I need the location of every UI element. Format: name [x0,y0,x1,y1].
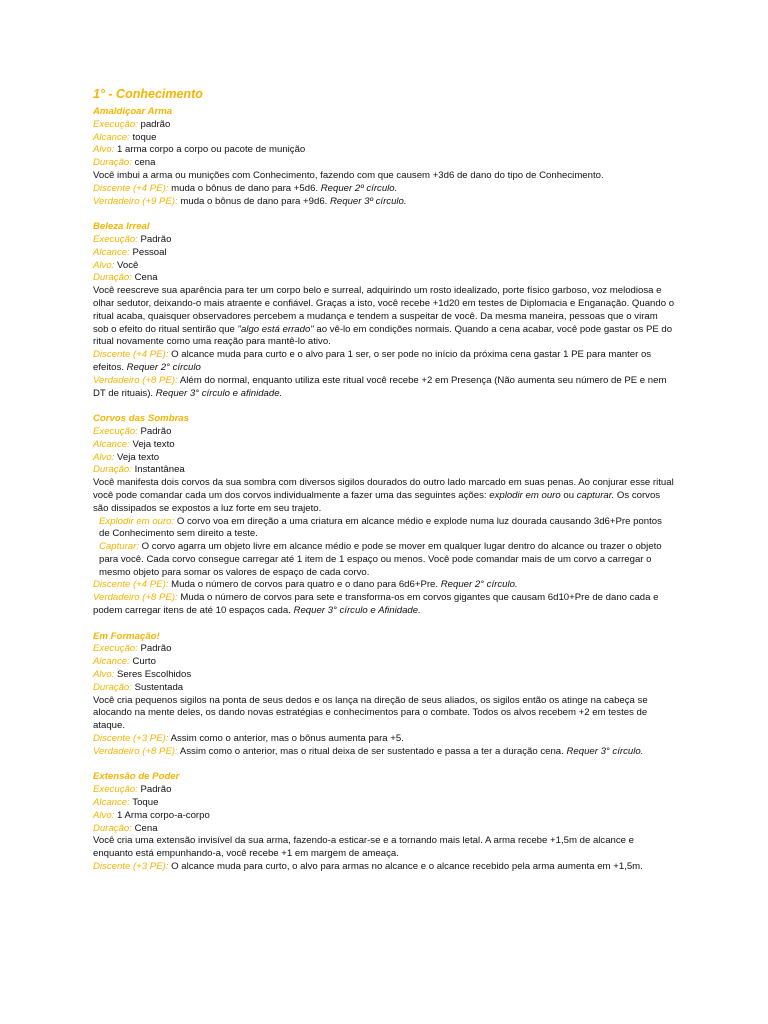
alcance-label: Alcance: [93,438,130,450]
discente-requirement: Requer 2° círculo [126,361,201,373]
description-part: ou [560,489,577,501]
execucao-line [93,119,675,132]
ritual-extensao-de-poder [93,771,675,873]
alvo-value: Você [114,259,139,271]
discente-line [93,183,675,196]
duracao-label: Duração: [93,464,132,476]
discente-line [93,861,675,874]
alcance-line [93,132,675,145]
execucao-label: Execução: [93,643,138,655]
description-part: Você reescreve sua aparência para ter um corpo belo e surreal, adquirindo um rosto idealizado, porte físico garboso, voz melodiosa e olhar sedutor, deixando-o mais atraente e confiável. Graças a isto, você recebe +1d20 em testes de Diplomacia e Enganação. Quando o ritual acaba, quaisquer observadores percebem a mudança e tendem a suspeitar de você. Da mesma maneira, pessoas que o viram sob o efeito do ritual sentirão que [93,285,675,335]
discente-requirement: Requer 2° círculo. [440,579,518,591]
alvo-line [93,452,675,465]
verdadeiro-label: Verdadeiro (+8 PE): [93,374,178,386]
discente-label: Discente (+3 PE): [93,733,169,745]
discente-line [93,349,675,375]
ritual-corvos-das-sombras [93,413,675,618]
verdadeiro-requirement: Requer 3º círculo. [330,195,407,207]
ritual-description: Você cria pequenos sigilos na ponta de seus dedos e os lança na direção de seus aliados, os sigilos então os atinge na cabeça se alocando na mente deles, os dando novas estratégias e conhecimentos para o combate. Todos os alvos recebem +2 em testes de ataque. [93,694,648,732]
alvo-line [93,144,675,157]
discente-text: Muda o número de corvos para quatro e o dano para 6d6+Pre. [168,579,441,591]
duracao-value: Instantânea [131,464,185,476]
execucao-value: Padrão [137,425,172,437]
alvo-value: Veja texto [114,451,160,463]
execucao-label: Execução: [93,233,138,245]
alvo-value: 1 arma corpo a corpo ou pacote de munição [114,144,306,156]
duracao-value: cena [131,157,156,169]
ritual-name: Amaldiçoar Arma [93,106,173,117]
document-content [93,86,675,887]
execucao-line [93,643,675,656]
verdadeiro-requirement: Requer 3° círculo e afinidade. [155,387,283,399]
verdadeiro-line [93,196,675,209]
alcance-line [93,797,675,810]
alcance-value: Veja texto [129,438,175,450]
ritual-description: Você cria uma extensão invisível da sua arma, fazendo-a esticar-se e a tornando mais letal. A arma recebe +1,5m de alcance e enquanto está empunhando-a, você recebe +1 em margem de ameaça. [93,835,635,860]
verdadeiro-text: Assim como o anterior, mas o ritual deixa de ser sustentado e passa a ter a duração cena. [177,745,567,757]
verdadeiro-text: muda o bônus de dano para +9d6. [177,195,330,207]
execucao-line [93,234,675,247]
alcance-value: Curto [129,656,156,668]
ritual-beleza-irreal [93,221,675,400]
ritual-em-formacao [93,631,675,759]
ritual-description [93,477,675,515]
execucao-value: Padrão [137,233,172,245]
execucao-label: Execução: [93,425,138,437]
description-emphasis: "algo está errado" [237,323,314,335]
duracao-line [93,823,675,836]
capturar-text: O corvo agarra um objeto livre em alcance médio e pode se mover em qualquer lugar dentro do alcance ou trazer o objeto para você. Cada corvo consegue carregar até 1 item de 1 espaço ou menos. Você pode comandar mais de um corvo a carregar o mesmo objeto para somar os valores de espaço de cada corvo. [99,541,662,578]
duracao-label: Duração: [93,681,132,693]
description-emphasis: capturar. [576,489,615,501]
description-emphasis: explodir em ouro [489,489,561,501]
execucao-line [93,784,675,797]
discente-label: Discente (+4 PE): [93,349,169,361]
discente-label: Discente (+4 PE): [93,182,169,194]
discente-label: Discente (+4 PE): [93,579,169,591]
duracao-label: Duração: [93,272,132,284]
alcance-label: Alcance: [93,246,130,258]
verdadeiro-label: Verdadeiro (+8 PE): [93,745,178,757]
alcance-value: toque [129,131,157,143]
verdadeiro-text: Muda o número de corvos para sete e transforma-os em corvos gigantes que causam 6d10+Pre de dano cada e podem carregar itens de até 10 espaços cada. [93,592,659,617]
explodir-label: Explodir em ouro: [99,515,175,527]
alvo-value: 1 Arma corpo-a-corpo [114,809,210,821]
verdadeiro-text: Além do normal, enquanto utiliza este ritual você recebe +2 em Presença (Não aumenta seu número de PE e nem DT de rituais). [93,374,667,399]
alcance-value: Toque [129,797,159,809]
duracao-value: Sustentada [131,681,184,693]
verdadeiro-requirement: Requer 3° círculo e Afinidade. [293,605,421,617]
capturar-label: Capturar: [99,541,139,553]
explodir-option [93,516,675,542]
ritual-name: Em Formação! [93,630,160,642]
discente-line [93,733,675,746]
duracao-line [93,682,675,695]
alvo-line [93,669,675,682]
ritual-name: Beleza Irreal [93,221,150,233]
alcance-line [93,439,675,452]
ritual-name: Extensão de Poder [93,771,180,783]
execucao-label: Execução: [93,118,138,130]
verdadeiro-label: Verdadeiro (+9 PE): [93,195,178,207]
duracao-value: Cena [131,272,158,284]
alcance-value: Pessoal [129,246,167,258]
alvo-line [93,810,675,823]
duracao-line [93,272,675,285]
alvo-line [93,260,675,273]
duracao-value: Cena [131,822,158,834]
verdadeiro-label: Verdadeiro (+8 PE): [93,592,178,604]
duracao-line [93,157,675,170]
discente-requirement: Requer 2º círculo. [320,182,398,194]
verdadeiro-line [93,375,675,401]
duracao-label: Duração: [93,157,132,169]
alcance-line [93,656,675,669]
verdadeiro-line [93,746,675,759]
capturar-option [93,541,675,579]
execucao-line [93,426,675,439]
verdadeiro-requirement: Requer 3° círculo. [566,745,644,757]
discente-text: Assim como o anterior, mas o bônus aumenta para +5. [168,733,404,745]
execucao-value: Padrão [137,643,172,655]
alvo-label: Alvo: [93,669,115,681]
alvo-label: Alvo: [93,259,115,271]
verdadeiro-line [93,592,675,618]
execucao-value: Padrão [137,784,172,796]
duracao-label: Duração: [93,822,132,834]
duracao-line [93,464,675,477]
discente-label: Discente (+3 PE): [93,861,169,873]
execucao-label: Execução: [93,784,138,796]
alvo-label: Alvo: [93,144,115,156]
description-part: ao vê-lo em condições normais. Quando a cena acabar, você pode gastar os PE do ritual novamente como uma reação para mantê-lo ativo. [93,323,673,348]
alcance-line [93,247,675,260]
ritual-amaldicoar-arma [93,106,675,208]
description-part: Os corvos são dissipados se expostos a luz forte em seu trajeto. [93,489,661,514]
discente-text: muda o bônus de dano para +5d6. [168,182,321,194]
discente-text: O alcance muda para curto, o alvo para armas no alcance e o alcance recebido pela arma aumenta em +1,5m. [168,861,643,873]
ritual-description [93,285,675,349]
explodir-text: O corvo voa em direção a uma criatura em alcance médio e explode numa luz dourada causando 3d6+Pre pontos de Conhecimento sem direito a teste. [99,515,662,540]
alcance-label: Alcance: [93,656,130,668]
section-title: 1° - Conhecimento [93,87,203,101]
alvo-label: Alvo: [93,809,115,821]
execucao-value: padrão [137,118,171,130]
discente-text: O alcance muda para curto e o alvo para 1 ser, o ser pode no início da próxima cena gastar 1 PE para manter os efeitos. [93,349,652,373]
alvo-value: Seres Escolhidos [114,669,192,681]
ritual-description: Você imbui a arma ou munições com Conhecimento, fazendo com que causem +3d6 de dano do tipo de Conhecimento. [93,169,604,181]
alvo-label: Alvo: [93,451,115,463]
description-part: Você manifesta dois corvos da sua sombra com diversos sigilos dourados do outro lado marcado em suas penas. Ao conjurar esse ritual você pode comandar cada um dos corvos individualmente a fazer uma das seguintes ações: [93,477,674,501]
alcance-label: Alcance: [93,131,130,143]
ritual-name: Corvos das Sombras [93,413,189,425]
alcance-label: Alcance: [93,797,130,809]
discente-line [93,579,675,592]
